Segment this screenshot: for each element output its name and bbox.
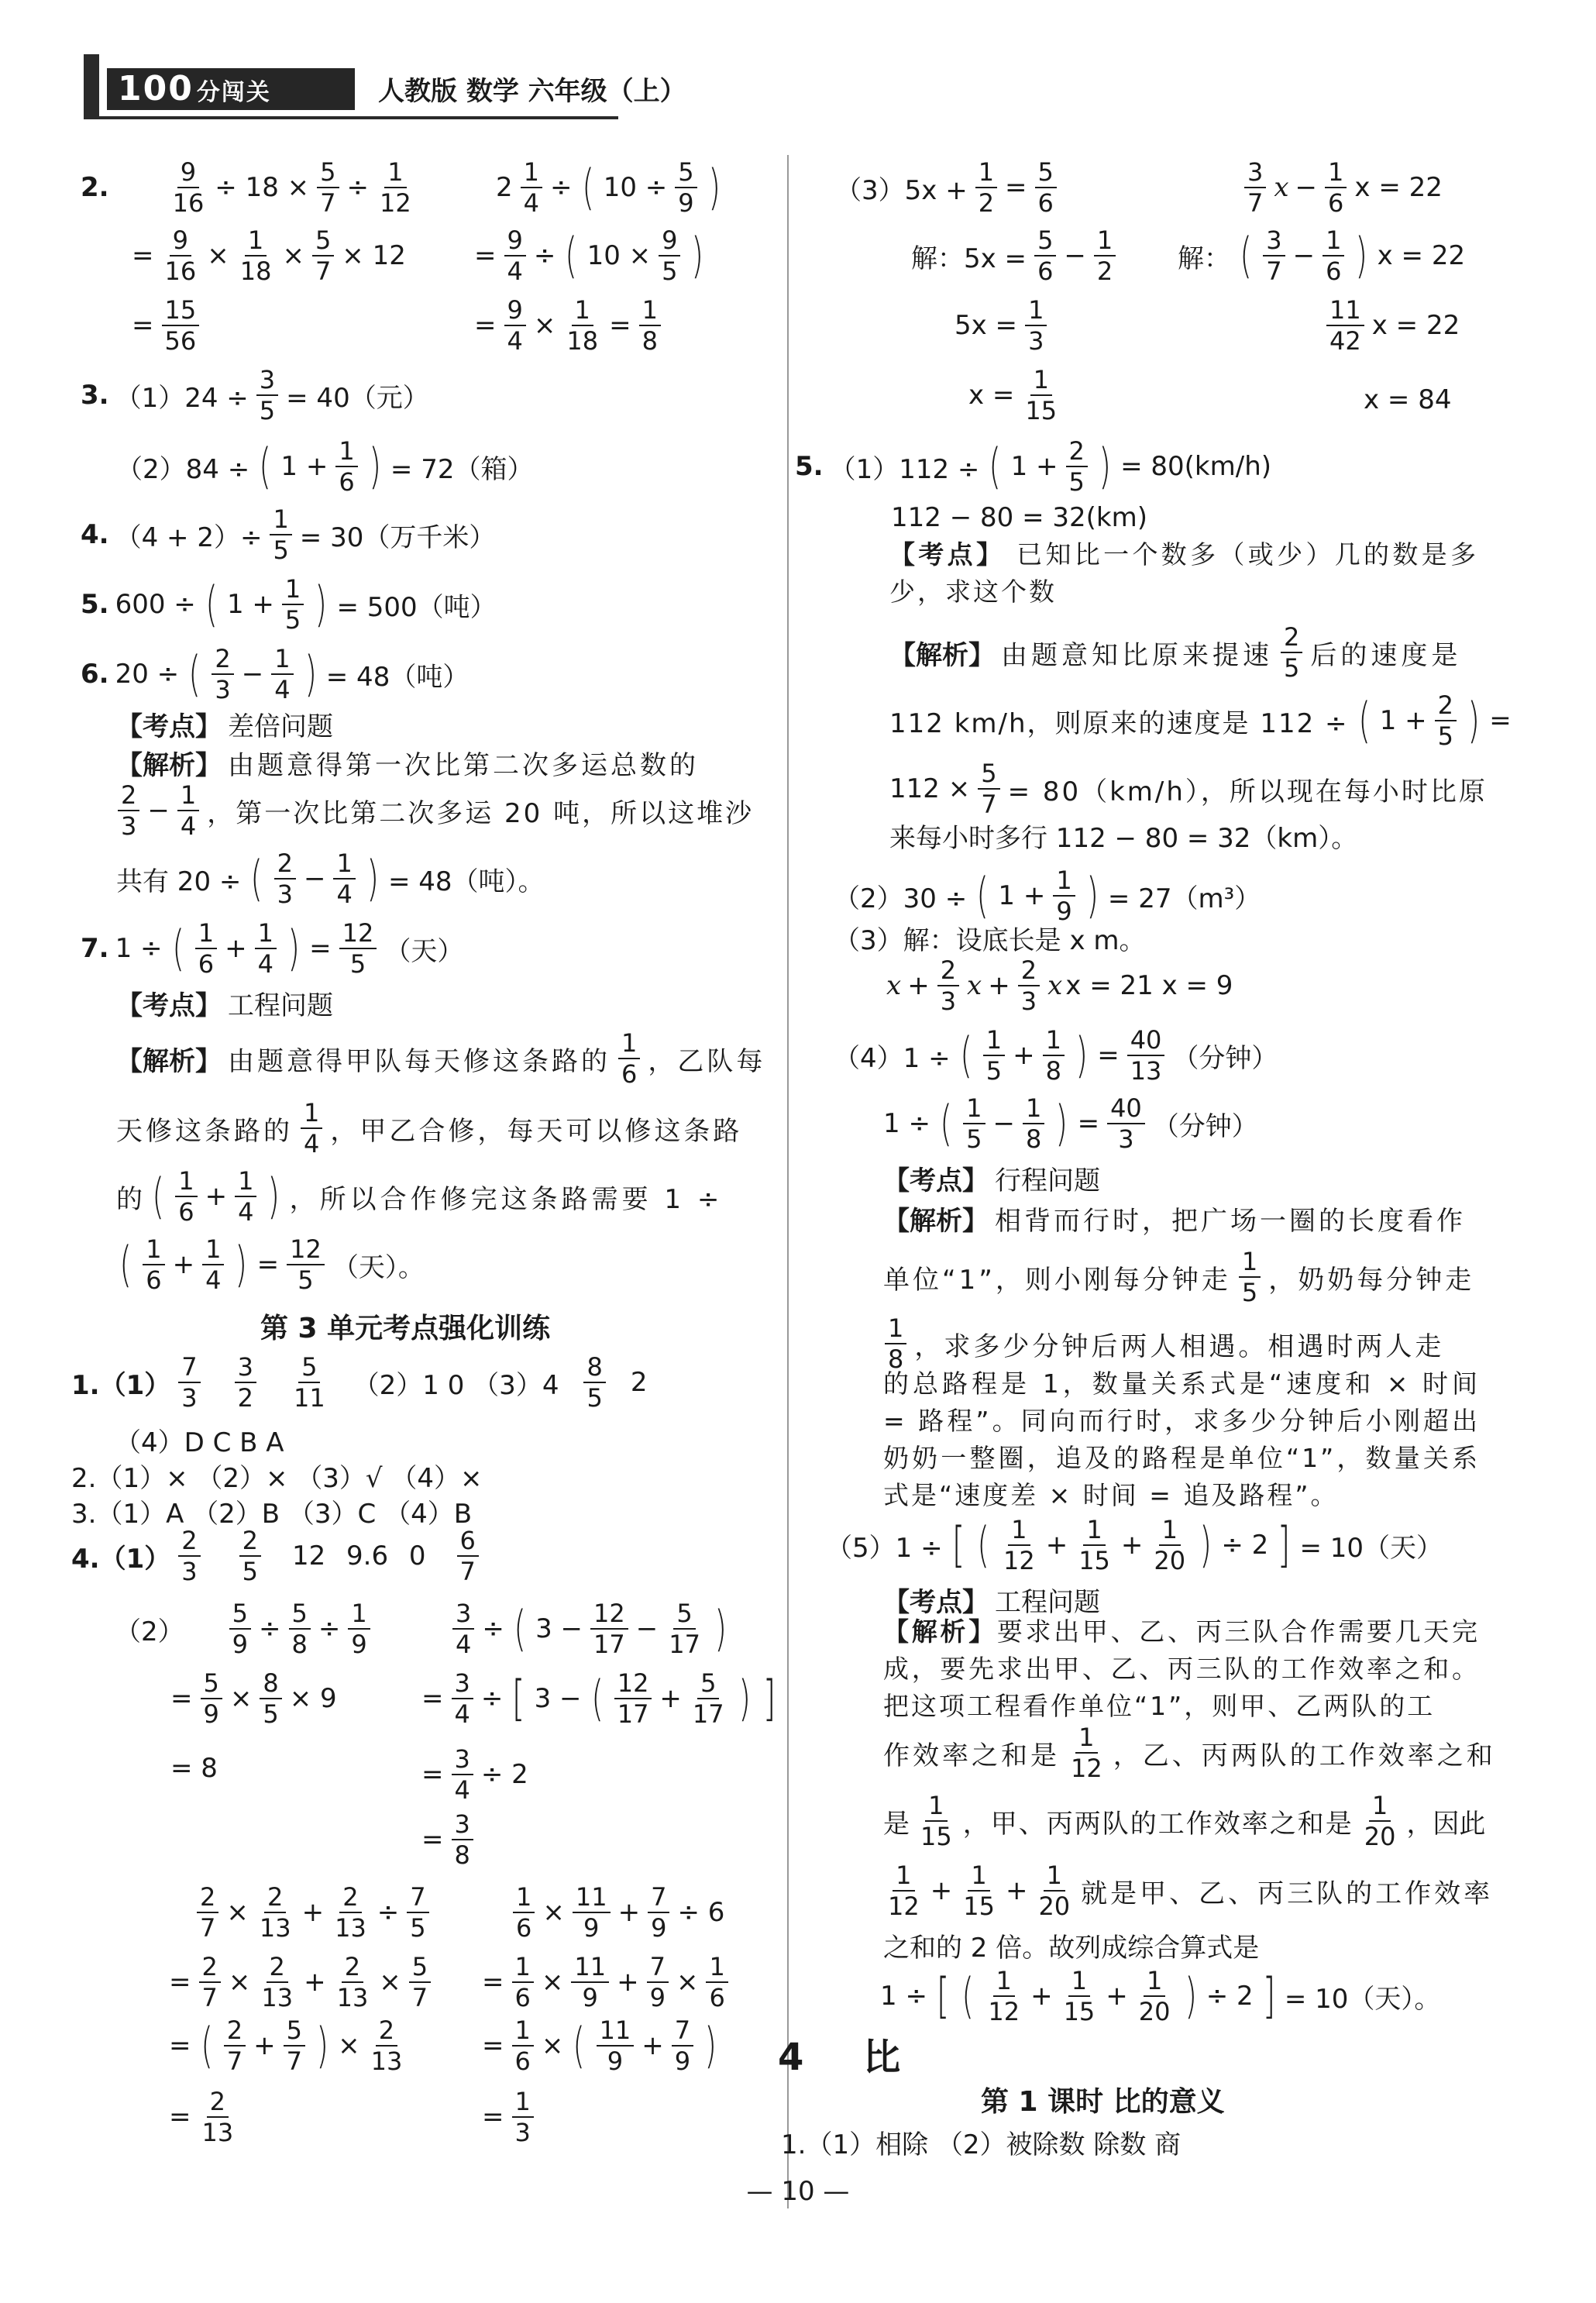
lesson-title: 第 1 课时 比的意义 <box>981 2086 1225 2118</box>
u3-q1: 1.（1） $\frac{7}{3}$ $\frac{3}{2}$ $\frac{5}{11}$ （2）1 0 （3）4 $\frac{8}{5}$ 2 <box>71 1352 648 1413</box>
lesson-q1: 1.（1）相除 （2）被除数 除数 商 <box>781 2129 1182 2160</box>
r5-5-jiexi-3: 是 $\frac{1}{15}$ ，甲、丙两队的工作效率之和是 $\frac{1}{20}$ ，因此 <box>883 1791 1486 1851</box>
q2-number: 2. <box>81 172 109 203</box>
r5-3: （3）解：设底长是 x m。 <box>834 925 1146 956</box>
r3-sol-1: 解：5x = $\frac{5}{6}$ − $\frac{1}{2}$ <box>911 228 1117 284</box>
q6-jiexi-2: $\frac{2}{3}$ − $\frac{1}{4}$ ，第一次比第二次多运 20 吨，所以这堆沙 <box>116 783 754 838</box>
u3-q4-2-a3: = 8 <box>170 1753 218 1784</box>
u3-q4-2-b2: = $\frac{3}{4}$ ÷ [ 3 − ( $\frac{12}{17}$ + $\frac{5}{17}$ ) ] <box>421 1668 776 1729</box>
q4: 4. （4 + 2）÷ $\frac{1}{5}$ = 30（万千米） <box>81 504 496 565</box>
u3-q4-2-a2: = $\frac{5}{9}$ × $\frac{8}{5}$ × 9 <box>170 1668 337 1729</box>
column-divider <box>787 155 789 2208</box>
r3-sol-2: 5x = $\frac{1}{3}$ <box>955 298 1048 353</box>
r3-sol-3: x = $\frac{1}{15}$ <box>968 365 1058 425</box>
r5-5-jiexi-1: 【解析】要求出甲、乙、丙三队合作需要几天完成，要先求出甲、乙、丙三队的工作效率之和。把这项工程看作单位“1”，则甲、乙两队的工 <box>883 1616 1481 1721</box>
r5-jiexi-2: 112 km/h，则原来的速度是 112 ÷ ( 1 + $\frac{2}{5}$ ) = <box>889 690 1512 751</box>
u3-q4-2-d4: = $\frac{1}{3}$ <box>482 2089 535 2145</box>
r5-4-jiexi-4: 的总路程是 1，数量关系式是“速度和 × 时间 = 路程”。同向而行时，求多少分钟后小刚超出奶奶一整圈，追及的路程是单位“1”，数量关系式是“速度差 × 时间 = 追及路程”。 <box>883 1368 1480 1510</box>
u3-q4-2-d3: = $\frac{1}{6}$ × ( $\frac{11}{9}$ + $\frac{7}{9}$ ) <box>482 2016 717 2076</box>
u3-q4-2-b1: $\frac{3}{4}$ ÷ ( 3 − $\frac{12}{17}$ − $\frac{5}{17}$ ) <box>451 1601 730 1657</box>
u3-q4-2-c3: = ( $\frac{2}{7}$ + $\frac{5}{7}$ ) × $\frac{2}{13}$ <box>169 2016 403 2076</box>
r5-4-kaodian: 【考点】 行程问题 <box>883 1165 1100 1196</box>
r5-2: （2）30 ÷ ( 1 + $\frac{1}{9}$ ) = 27（m³） <box>834 866 1261 926</box>
r5-5-final: 1 ÷ [ ( $\frac{1}{12}$ + $\frac{1}{15}$ + $\frac{1}{20}$ ) ÷ 2 ] = 10（天）。 <box>880 1966 1441 2026</box>
r3-eq: （3）5x + $\frac{1}{2}$ = $\frac{5}{6}$ <box>835 160 1058 215</box>
q6: 6. 20 ÷ ( $\frac{2}{3}$ − $\frac{1}{4}$ ) = 48（吨） <box>81 644 470 704</box>
r5-5-jiexi-4: $\frac{1}{12}$ + $\frac{1}{15}$ + $\frac{1}{20}$ 就是甲、乙、丙三队的工作效率 <box>888 1861 1494 1921</box>
q7-jiexi-2: 天修这条路的 $\frac{1}{4}$ ，甲乙合修，每天可以修这条路 <box>116 1098 743 1158</box>
q6-jiexi-1: 【解析】 由题意得第一次比第二次多运总数的 <box>116 750 699 781</box>
header-bar <box>84 54 99 116</box>
r5-4-b: 1 ÷ ( $\frac{1}{5}$ − $\frac{1}{8}$ ) = $\frac{40}{3}$ （分钟） <box>883 1093 1258 1154</box>
u3-q4-1: 4.（1） $\frac{2}{3}$ $\frac{2}{5}$ 12 9.6 0 $\frac{6}{7}$ <box>71 1528 480 1584</box>
u3-q4-2-d1: $\frac{1}{6}$ × $\frac{11}{9}$ + $\frac{7}{9}$ ÷ 6 <box>511 1885 724 1940</box>
book-title: 人教版 数学 六年级（上） <box>378 76 686 107</box>
page-header <box>84 54 686 122</box>
q2-line1-right: 2 $\frac{1}{4}$ ÷ ( 10 ÷ $\frac{5}{9}$ ) <box>496 157 721 218</box>
r5-4-jiexi-3: $\frac{1}{8}$ ，求多少分钟后两人相遇。相遇时两人走 <box>883 1316 1444 1372</box>
q7-jiexi-1: 【解析】 由题意得甲队每天修这条路的 $\frac{1}{6}$ ，乙队每 <box>116 1028 766 1089</box>
q2-line3-left: = $\frac{15}{56}$ <box>132 298 201 353</box>
r3b-eq: $\frac{3}{7}$ x − $\frac{1}{6}$ x = 22 <box>1243 160 1443 215</box>
r5-3-eq: x + $\frac{2}{3}$ x + $\frac{2}{3}$ x x = 21 x = 9 <box>886 955 1233 1016</box>
r5-5-jiexi-5: 之和的 2 倍。故列成综合算式是 <box>883 1933 1260 1964</box>
r5-1: 5. （1）112 ÷ ( 1 + $\frac{2}{5}$ ) = 80(km/h) <box>795 436 1272 497</box>
u3-q4-2-d2: = $\frac{1}{6}$ × $\frac{11}{9}$ + $\frac{7}{9}$ × $\frac{1}{6}$ <box>482 1954 730 2010</box>
q5: 5. 600 ÷ ( 1 + $\frac{1}{5}$ ) = 500（吨） <box>81 574 497 635</box>
header-rule <box>84 116 618 119</box>
q6-jiexi-3: 共有 20 ÷ ( $\frac{2}{3}$ − $\frac{1}{4}$ ) = 48（吨）。 <box>116 849 545 909</box>
u3-q3: 3.（1）A （2）B （3）C （4）B <box>71 1499 473 1530</box>
q7-jiexi-3: 的 ( $\frac{1}{6}$ + $\frac{1}{4}$ ) ，所以合作修完这条路需要 1 ÷ <box>116 1166 724 1227</box>
u3-q4-2-c2: = $\frac{2}{7}$ × $\frac{2}{13}$ + $\frac{2}{13}$ × $\frac{5}{7}$ <box>169 1954 432 2010</box>
brand-logo: 100 分闯关 <box>107 68 355 110</box>
q2-line3-right: = $\frac{9}{4}$ × $\frac{1}{18}$ = $\frac{1}{8}$ <box>474 298 662 353</box>
u3-q4-2-a1: （2） $\frac{5}{9}$ ÷ $\frac{5}{8}$ ÷ $\frac{1}{9}$ <box>115 1601 372 1657</box>
r5-5: （5）1 ÷ [ ( $\frac{1}{12}$ + $\frac{1}{15}$ + $\frac{1}{20}$ ) ÷ 2 ] = 10（天） <box>826 1515 1443 1575</box>
r5-4-a: （4）1 ÷ ( $\frac{1}{5}$ + $\frac{1}{8}$ ) = $\frac{40}{13}$ （分钟） <box>834 1025 1278 1086</box>
r3b-sol-2: $\frac{11}{42}$ x = 22 <box>1325 298 1460 353</box>
q6-kaodian: 【考点】 差倍问题 <box>116 711 333 742</box>
q3-2: （2）84 ÷ ( 1 + $\frac{1}{6}$ ) = 72（箱） <box>116 436 534 497</box>
r5-jiexi-3: 112 × $\frac{5}{7}$ = 80（km/h），所以现在每小时比原 <box>889 759 1488 819</box>
r5-4-jiexi-1: 【解析】 相背而行时，把广场一圈的长度看作 <box>883 1206 1466 1237</box>
q7-jiexi-4: ( $\frac{1}{6}$ + $\frac{1}{4}$ ) = $\frac{12}{5}$ （天）。 <box>119 1234 425 1295</box>
q2-line2-left: = $\frac{9}{16}$ × $\frac{1}{18}$ × $\frac{5}{7}$ × 12 <box>132 225 406 286</box>
page-number: — 10 — <box>746 2176 850 2207</box>
r5-5-kaodian: 【考点】 工程问题 <box>883 1587 1100 1618</box>
r5-4-jiexi-2: 单位“1”，则小刚每分钟走 $\frac{1}{5}$ ，奶奶每分钟走 <box>883 1247 1475 1307</box>
u3-q1-4: （4）D C B A <box>115 1427 284 1458</box>
q2-line1-left: 2. $\frac{9}{16}$ ÷ 18 × $\frac{5}{7}$ ÷ $\frac{1}{12}$ <box>81 157 411 218</box>
q7: 7. 1 ÷ ( $\frac{1}{6}$ + $\frac{1}{4}$ ) = $\frac{12}{5}$ （天） <box>81 918 464 979</box>
unit3-title: 第 3 单元考点强化训练 <box>260 1313 551 1344</box>
chapter-title: 4 比 <box>778 2036 924 2079</box>
q7-kaodian: 【考点】 工程问题 <box>116 990 333 1021</box>
u3-q4-2-c4: = $\frac{2}{13}$ <box>169 2087 234 2147</box>
q3-1: 3. （1）24 ÷ $\frac{3}{5}$ = 40（元） <box>81 365 429 425</box>
u3-q2: 2.（1）× （2）× （3）√ （4）× <box>71 1463 483 1494</box>
u3-q4-2-c1: $\frac{2}{7}$ × $\frac{2}{13}$ + $\frac{2}{13}$ ÷ $\frac{7}{5}$ <box>195 1885 431 1940</box>
r5-jiexi-4: 来每小时多行 112 − 80 = 32（km）。 <box>889 823 1358 854</box>
r5-1-b: 112 − 80 = 32(km) <box>891 502 1147 533</box>
r5-kaodian: 【考点】 已知比一个数多（或少）几的数是多少，求这个数 <box>889 539 1479 607</box>
r5-jiexi-1: 【解析】 由题意知比原来提速 $\frac{2}{5}$ 后的速度是 <box>889 622 1462 683</box>
r5-5-jiexi-2: 作效率之和是 $\frac{1}{12}$ ，乙、丙两队的工作效率之和 <box>883 1723 1496 1783</box>
r3b-sol-1: 解： ( $\frac{3}{7}$ − $\frac{1}{6}$ ) x = 22 <box>1178 225 1466 286</box>
u3-q4-2-b4: = $\frac{3}{8}$ <box>421 1812 475 1868</box>
r3b-sol-3: x = 84 <box>1364 384 1452 415</box>
q2-line2-right: = $\frac{9}{4}$ ÷ ( 10 × $\frac{9}{5}$ ) <box>474 225 704 286</box>
u3-q4-2-b3: = $\frac{3}{4}$ ÷ 2 <box>421 1744 528 1805</box>
